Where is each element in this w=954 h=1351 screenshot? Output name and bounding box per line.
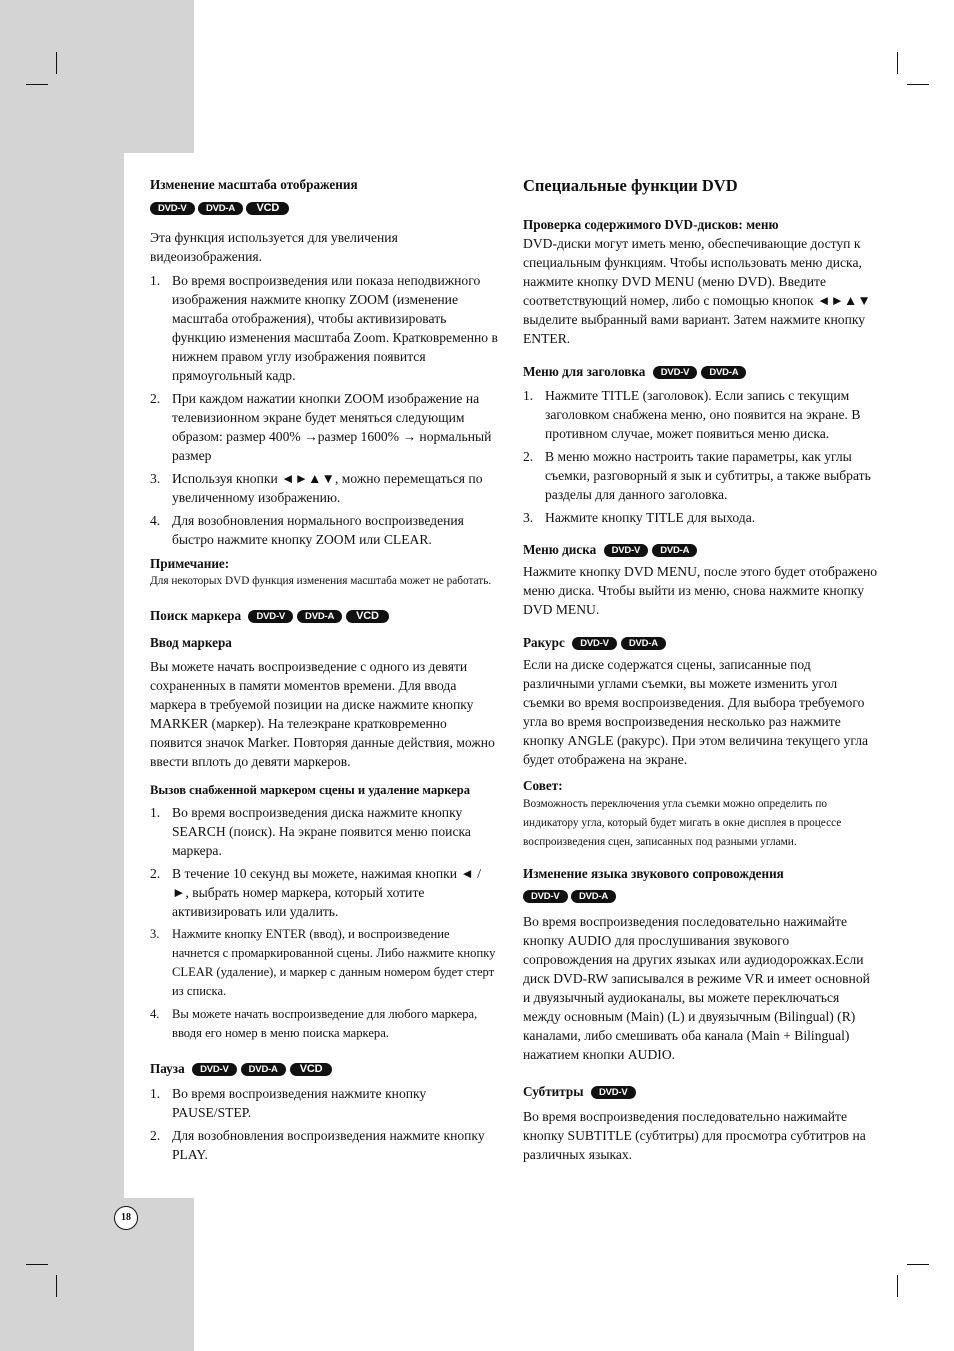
title-menu-badges (653, 366, 747, 379)
audio-heading: Изменение языка звукового сопровождения (523, 866, 784, 881)
zoom-heading: Изменение масштаба отображения (150, 177, 358, 192)
dvd-a-badge: DVD-A (621, 637, 666, 650)
vcd-badge: VCD (290, 1063, 333, 1076)
subtitles-heading: Субтитры (523, 1084, 584, 1099)
crop-mark (897, 52, 898, 74)
pause-steps (150, 1084, 500, 1164)
pause-heading-row (150, 1059, 500, 1078)
list-item: 2. В меню можно настроить такие параметры, как углы съемки, разговорный я зык и субтитры, а также выбрать разделы для данного заголовка. (523, 449, 871, 502)
angle-heading: Ракурс (523, 635, 565, 650)
marker-badges (248, 610, 388, 623)
list-item: 1. Во время воспроизведения диска нажмите кнопку SEARCH (поиск). На экране появится меню поиска маркера. (150, 805, 471, 858)
dvd-v-badge: DVD-V (523, 890, 568, 903)
dvd-v-badge: DVD-V (248, 610, 293, 623)
subtitles-heading-row (523, 1082, 878, 1101)
zoom-badges (150, 197, 500, 216)
crop-mark (26, 84, 48, 85)
left-column (150, 176, 500, 1164)
list-item: 3. Используя кнопки ◄►▲▼, можно перемещаться по увеличенному изображению. (150, 471, 483, 505)
angle-badges (572, 637, 666, 650)
vcd-badge: VCD (346, 610, 389, 623)
list-item: 3. Нажмите кнопку ENTER (ввод), и воспроизведение начнется с промаркированной сцены. Либо нажмите кнопку CLEAR (удаление), и маркер с данным номером будет стерт из списка. (150, 927, 496, 998)
vcd-badge: VCD (246, 202, 289, 215)
list-item: 1. Во время воспроизведения нажмите кнопку PAUSE/STEP. (150, 1086, 427, 1120)
tip-text: Возможность переключения угла съемки можно определить по индикатору угла, который будет мигать в окне дисплея в процессе воспроизведения сцен, записанных под разными углами. (523, 798, 842, 848)
list-item: 4. Для возобновления нормального воспроизведения быстро нажмите кнопку ZOOM или CLEAR. (150, 513, 464, 547)
dvd-a-badge: DVD-A (701, 366, 746, 379)
zoom-steps (150, 271, 500, 549)
list-item: 2. При каждом нажатии кнопки ZOOM изображение на телевизионном экране будет меняться следующим образом: размер 400% →размер 1600% → нормальный размер (150, 391, 492, 463)
dvd-v-badge: DVD-V (653, 366, 698, 379)
disc-menu-heading: Меню диска (523, 542, 597, 557)
crop-mark (56, 52, 57, 74)
disc-menu-text: Нажмите кнопку DVD MENU, после этого будет отображено меню диска. Чтобы выйти из меню, снова нажмите кнопку DVD MENU. (523, 564, 878, 617)
dvd-a-badge: DVD-A (198, 202, 243, 215)
note-label: Примечание: (150, 556, 230, 571)
pause-heading: Пауза (150, 1061, 185, 1076)
dvd-v-badge: DVD-V (591, 1086, 636, 1099)
crop-mark (56, 1275, 57, 1297)
dvd-a-badge: DVD-A (241, 1063, 286, 1076)
tip-label: Совет: (523, 778, 563, 793)
crop-mark (907, 84, 929, 85)
dvd-a-badge: DVD-A (297, 610, 342, 623)
title-menu-heading: Меню для заголовка (523, 364, 646, 379)
angle-text: Если на диске содержатся сцены, записанные под различными углами съемки, вы можете изменить угол съемки во время воспроизведения. Для выбора требуемого угла во время воспроизведения несколько раз нажмите кнопку ANGLE (ракурс). При этом величина текущего угла будет отображена на экране. (523, 657, 869, 767)
dvd-v-badge: DVD-V (572, 637, 617, 650)
list-item: 4. Вы можете начать воспроизведение для любого маркера, вводя его номер в меню поиска маркера. (150, 1007, 478, 1040)
note-text: Для некоторых DVD функция изменения масштаба может не работать. (150, 575, 492, 587)
crop-mark (897, 1275, 898, 1297)
list-item: 2. В течение 10 секунд вы можете, нажимая кнопки ◄ / ►, выбрать номер маркера, который хотите активизировать или удалить. (150, 866, 482, 919)
marker-steps (150, 803, 500, 1043)
subtitles-badges (591, 1086, 636, 1099)
page-number: 18 (114, 1206, 138, 1230)
right-column (523, 176, 878, 1164)
title-menu-steps (523, 386, 878, 527)
zoom-intro: Эта функция используется для увеличения видеоизображения. (150, 230, 398, 264)
dvd-v-badge: DVD-V (604, 544, 649, 557)
dvd-a-badge: DVD-A (652, 544, 697, 557)
marker-entry-heading: Ввод маркера (150, 635, 232, 650)
subtitles-text: Во время воспроизведения последовательно нажимайте кнопку SUBTITLE (субтитры) для просмотра субтитров на различных языках. (523, 1109, 866, 1162)
title-menu-heading-row (523, 362, 878, 381)
marker-heading-row (150, 606, 500, 625)
crop-mark (26, 1264, 48, 1265)
list-item: 2. Для возобновления воспроизведения нажмите кнопку PLAY. (150, 1128, 485, 1162)
dvd-a-badge: DVD-A (571, 890, 616, 903)
dvd-v-badge: DVD-V (192, 1063, 237, 1076)
dvd-v-badge: DVD-V (150, 202, 195, 215)
list-item: 1. Во время воспроизведения или показа неподвижного изображения нажмите кнопку ZOOM (изменение масштаба отображения), чтобы активизировать функцию изменения масштаба Zoom. Кратковременно в нижнем правом углу изображения появится прямоугольный кадр. (150, 273, 498, 383)
marker-heading: Поиск маркера (150, 608, 242, 623)
section-heading: Специальные функции DVD (523, 176, 738, 195)
audio-badges (523, 885, 878, 904)
disc-menu-badges (604, 544, 698, 557)
menu-check-heading: Проверка содержимого DVD-дисков: меню (523, 217, 779, 232)
marker-recall-heading: Вызов снабженной маркером сцены и удаление маркера (150, 783, 471, 797)
audio-text: Во время воспроизведения последовательно нажимайте кнопку AUDIO для прослушивания звукового сопровождения на других языках или аудиодорожках.Если диск DVD-RW записывался в режиме VR и имеет основной и двуязычный аудиоканалы, вы можете переключаться между основным (Main) (L) и двуязычным (Bilingual) (R) каналами, либо смешивать оба канала (Main + Bilingual) нажатием кнопки AUDIO. (523, 914, 870, 1062)
disc-menu-heading-row (523, 540, 878, 559)
menu-check-text: DVD-диски могут иметь меню, обеспечивающие доступ к специальным функциям. Чтобы использовать меню диска, нажмите кнопку DVD MENU (меню DVD). Введите соответствующий номер, либо с помощью кнопок ◄►▲▼ выделите выбранный вами вариант. Затем нажмите кнопку ENTER. (523, 236, 871, 346)
marker-entry-text: Вы можете начать воспроизведение с одного из девяти сохраненных в памяти моментов времени. Для ввода маркера в требуемой позиции на диске нажмите кнопку MARKER (маркер). На телеэкране кратковременно появится значок Marker. Повторяя данные действия, можно ввести вплоть до девяти маркеров. (150, 659, 495, 769)
list-item: 1. Нажмите TITLE (заголовок). Если запись с текущим заголовком снабжена меню, оно появится на экране. В противном случае, может появиться меню диска. (523, 388, 861, 441)
pause-badges (192, 1063, 332, 1076)
list-item: 3. Нажмите кнопку TITLE для выхода. (523, 510, 756, 525)
crop-mark (907, 1264, 929, 1265)
angle-heading-row (523, 633, 878, 652)
